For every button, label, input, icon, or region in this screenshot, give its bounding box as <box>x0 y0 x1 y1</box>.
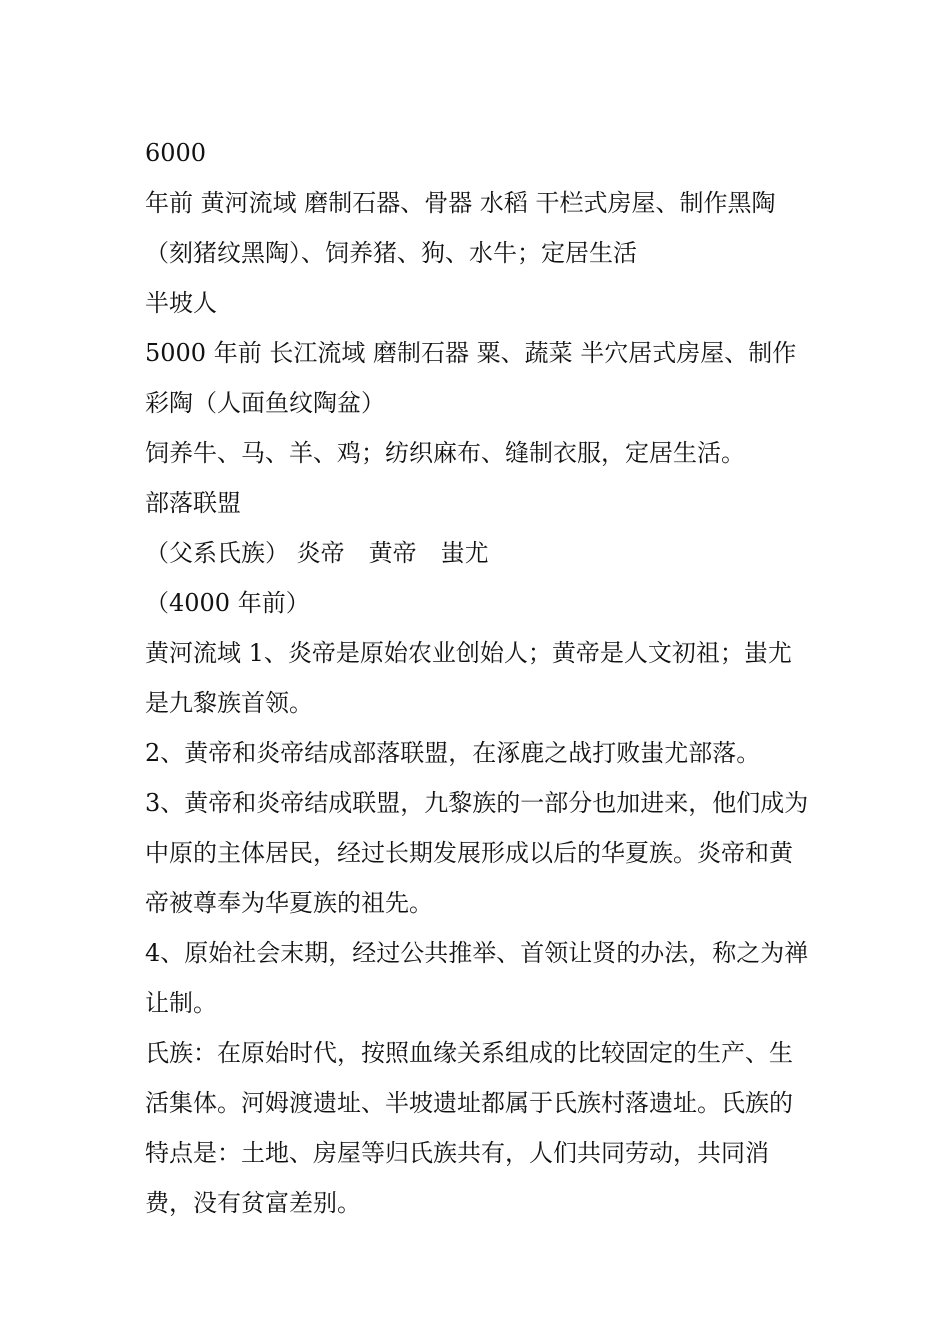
paragraph-hemudu-description: 年前 黄河流域 磨制石器、骨器 水稻 干栏式房屋、制作黑陶（刻猪纹黑陶）、饲养猪、狗、水牛；定居生活 <box>145 189 776 267</box>
paragraph-point-2: 2、黄帝和炎帝结成部落联盟，在涿鹿之战打败蚩尤部落。 <box>145 739 761 767</box>
paragraph-year-6000: 6000 <box>145 139 207 167</box>
paragraph-year-4000: （4000 年前） <box>145 589 310 617</box>
paragraph-point-4: 4、原始社会末期，经过公共推举、首领让贤的办法，称之为禅让制。 <box>145 939 809 1017</box>
paragraph-point-3: 3、黄帝和炎帝结成联盟，九黎族的一部分也加进来，他们成为中原的主体居民，经过长期发展形成以后的华夏族。炎帝和黄帝被尊奉为华夏族的祖先。 <box>145 789 809 917</box>
paragraph-banpo-livestock: 饲养牛、马、羊、鸡；纺织麻布、缝制衣服，定居生活。 <box>145 439 745 467</box>
paragraph-patrilineal-leaders: （父系氏族） 炎帝 黄帝 蚩尤 <box>145 539 489 567</box>
paragraph-banpo-heading: 半坡人 <box>145 289 217 317</box>
paragraph-banpo-description: 5000 年前 长江流域 磨制石器 粟、蔬菜 半穴居式房屋、制作彩陶（人面鱼纹陶盆） <box>145 339 797 417</box>
paragraph-clan-definition: 氏族：在原始时代，按照血缘关系组成的比较固定的生产、生活集体。河姆渡遗址、半坡遗址都属于氏族村落遗址。氏族的特点是：土地、房屋等归氏族共有，人们共同劳动，共同消费，没有贫富差别。 <box>145 1039 793 1217</box>
document-body <box>145 128 815 1228</box>
paragraph-point-1: 黄河流域 1、炎帝是原始农业创始人；黄帝是人文初祖；蚩尤是九黎族首领。 <box>145 639 792 717</box>
paragraph-tribal-alliance-heading: 部落联盟 <box>145 489 241 517</box>
